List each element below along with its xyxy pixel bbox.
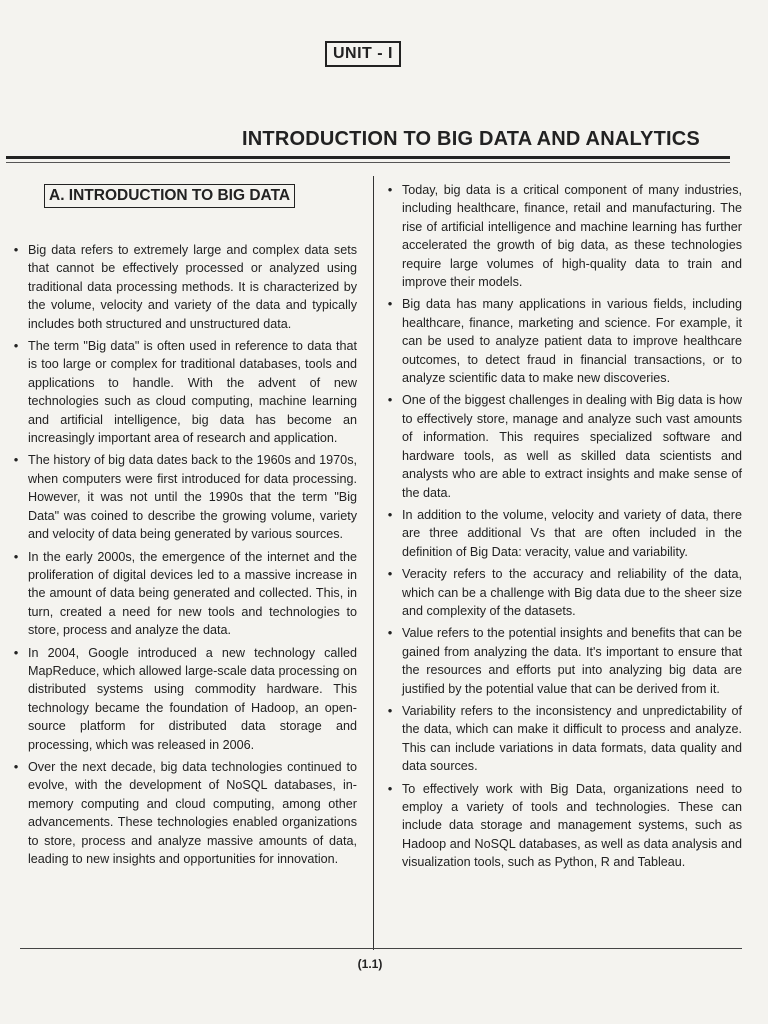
list-item [384, 780, 742, 872]
list-item-text: Today, big data is a critical component of many industries, including healthcare, finance, retail and manufacturing. The rise of artificial intelligence and machine learning has further accelerated the growth of big data, as these technologies require large volumes of high-quality data to train and improve their models. [402, 183, 742, 290]
list-item-text: In the early 2000s, the emergence of the internet and the proliferation of digital devices led to a massive increase in the amount of data being generated and collected. This, in turn, created a need for new tools and technologies to store, process and analyze the data. [28, 549, 357, 638]
left-column [10, 241, 357, 872]
list-item [10, 337, 357, 447]
bullet-icon: • [13, 338, 19, 354]
list-item-text: Value refers to the potential insights and benefits that can be gained from analyzing the data. It's important to ensure that the resources and efforts put into analyzing big data are justified by the potential value that can be derived from it. [402, 626, 742, 696]
section-heading: A. INTRODUCTION TO BIG DATA [44, 184, 295, 208]
bullet-icon: • [387, 625, 393, 641]
bullet-icon: • [13, 548, 19, 564]
bullet-icon: • [387, 182, 393, 197]
list-item [384, 181, 742, 291]
footer-rule [20, 948, 742, 949]
bullet-icon: • [387, 702, 393, 718]
list-item-text: Variability refers to the inconsistency and unpredictability of the data, which can make it difficult to process and analyze. This can include variations in data formats, data quality and data sources. [402, 703, 742, 774]
list-item-text: Big data refers to extremely large and complex data sets that cannot be effectively processed or analyzed using traditional data processing methods. It is characterized by the volume, velocity and variety of the data and typically includes both structured and unstructured data. [28, 243, 357, 331]
page-number: (1.1) [357, 957, 383, 971]
bullet-icon: • [387, 506, 393, 522]
bullet-icon: • [13, 758, 19, 774]
list-item [384, 565, 742, 620]
column-divider [373, 176, 374, 950]
list-item [384, 702, 742, 776]
list-item-text: The history of big data dates back to the 1960s and 1970s, when computers were first introduced for data processing. However, it was not until the 1990s that the term "Big Data" was coined to describe the growing volume, variety and velocity of data being generated by various sources. [28, 453, 357, 542]
bullet-icon: • [13, 644, 19, 660]
list-item [10, 758, 357, 868]
list-item [384, 295, 742, 387]
page-title: INTRODUCTION TO BIG DATA AND ANALYTICS [242, 128, 700, 150]
title-rule-thin [6, 162, 730, 163]
right-column [384, 181, 742, 876]
bullet-icon: • [387, 780, 393, 796]
list-item [384, 624, 742, 698]
bullet-icon: • [387, 392, 393, 408]
list-item-text: To effectively work with Big Data, organizations need to employ a variety of tools and technologies. These can include data storage and management systems, such as Hadoop and NoSQL databases, as well as data analysis and visualization tools, such as Python, R and Tableau. [402, 781, 742, 870]
list-item-text: Veracity refers to the accuracy and reliability of the data, which can be a challenge with Big data due to the sheer size and complexity of the datasets. [402, 567, 742, 618]
bullet-icon: • [387, 566, 393, 582]
list-item-text: Big data has many applications in various fields, including healthcare, finance, marketing and science. For example, it can be used to analyze patient data to improve healthcare outcomes, to detect fraud in financial transactions, or to analyze scientific data to make new discoveries. [402, 297, 742, 386]
list-item [10, 548, 357, 640]
bullet-icon: • [13, 452, 19, 468]
list-item-text: The term "Big data" is often used in reference to data that is too large or complex for traditional databases, tools and applications to handle. With the advent of new technologies such as cloud computing, machine learning and artificial intelligence, big data has become an increasingly important area of research and application. [28, 339, 357, 446]
title-rule-thick [6, 156, 730, 159]
list-item-text: In 2004, Google introduced a new technology called MapReduce, which allowed large-scale data processing on distributed systems using commodity hardware. This technology became the foundation of Hadoop, an open-source platform for distributed data storage and processing, which was released in 2006. [28, 645, 357, 752]
list-item [10, 451, 357, 543]
list-item-text: In addition to the volume, velocity and variety of data, there are three additional Vs that are often included in the definition of Big Data: veracity, value and variability. [402, 507, 742, 559]
bullet-icon: • [387, 296, 393, 312]
list-item-text: One of the biggest challenges in dealing with Big data is how to effectively store, manage and analyze such vast amounts of information. This requires specialized software and hardware tools, as well as skilled data scientists and analysts who are able to extract insights and make sense of the data. [402, 393, 742, 500]
bullet-icon: • [13, 242, 19, 257]
list-item-text: Over the next decade, big data technologies continued to evolve, with the development of NoSQL databases, in-memory computing and cloud computing, among other advancements. These technologies enabled organizations to store, process and analyze massive amounts of data, leading to new insights and opportunities for innovation. [28, 759, 357, 866]
list-item [384, 391, 742, 501]
list-item [10, 241, 357, 333]
unit-label: UNIT - I [325, 41, 401, 67]
list-item [10, 644, 357, 754]
list-item [384, 506, 742, 561]
